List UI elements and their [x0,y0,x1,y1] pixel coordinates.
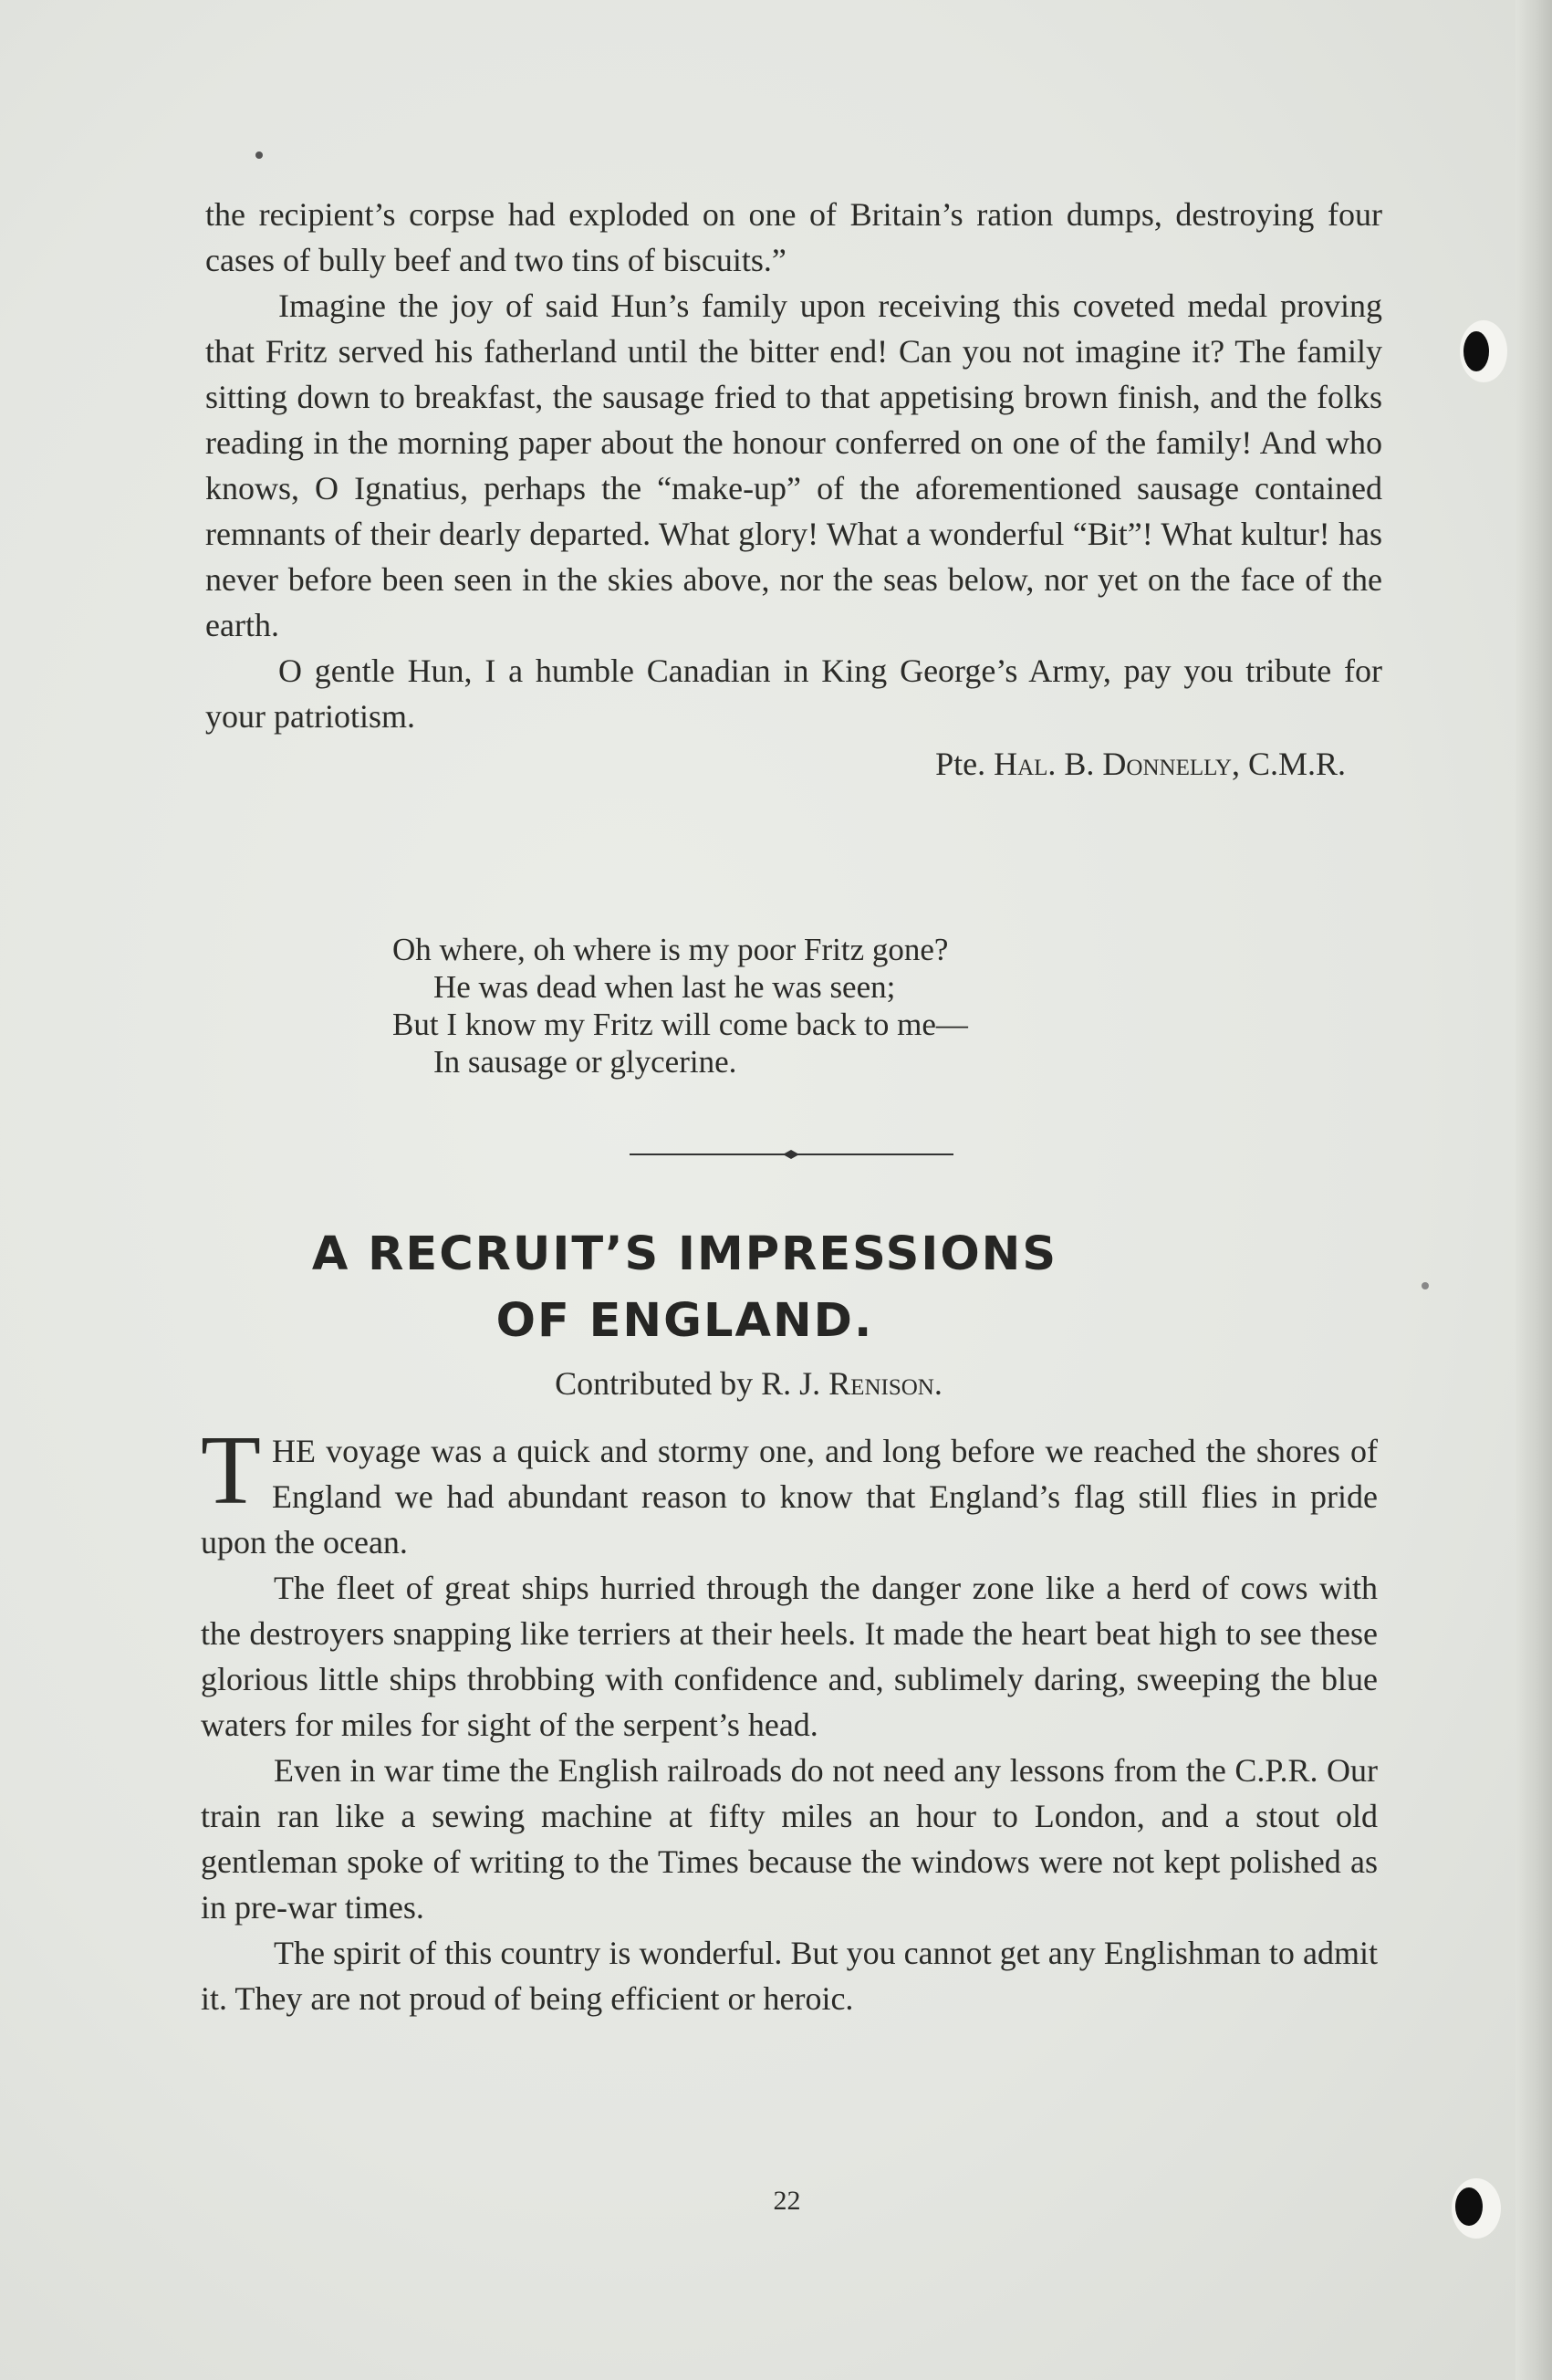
ink-speck [1422,1282,1429,1289]
contributor-prefix: Contributed by R. J. [555,1365,821,1402]
page-edge [1516,0,1552,2380]
signature-suffix: , C.M.R. [1231,746,1346,782]
paragraph: O gentle Hun, I a humble Canadian in King George’s Army, pay you tribute for your patriotism. [205,652,1382,735]
poem-line: But I know my Fritz will come back to me— [392,1007,968,1042]
article-title-line2: OF ENGLAND. [495,1294,874,1348]
paragraph: The fleet of great ships hurried through the danger zone like a herd of cows with the destroyers snapping like terriers at their heels. It made the heart beat high to see these glorious little ships throbbing with confidence and, sublimely daring, sweeping the blue waters for miles for sight of the serpent’s head. [201,1570,1378,1743]
poem-line: In sausage or glycerine. [433,1044,737,1080]
ink-speck [255,151,263,159]
poem-line: Oh where, oh where is my poor Fritz gone? [392,932,949,967]
section-divider [630,1145,953,1164]
paragraph: Even in war time the English railroads do not need any lessons from the C.P.R. Our train ran like a sewing machine at fifty miles an hour to London, and a stout old gentleman spoke of writing to the Times because the windows were not kept polished as in pre-war times. [201,1752,1378,1926]
drop-cap: T [201,1416,261,1525]
paragraph: Imagine the joy of said Hun’s family upon receiving this coveted medal proving that Fritz served his fatherland until the bitter end! Can you not imagine it? The family sitting down to breakfast, the sausage fried to that appetising brown finish, and the folks reading in the morning paper about the honour conferred on one of the family! And who knows, O Ignatius, perhaps the “make-up” of the aforementioned sausage contained remnants of their dearly departed. What glory! What a wonderful “Bit”! What kultur! has never before been seen in the skies above, nor the seas below, nor yet on the face of the earth. [205,287,1382,643]
page-number: 22 [773,2186,801,2216]
article-contributor [0,1364,1525,1403]
signature-prefix: Pte. [935,746,986,782]
paragraph [201,1416,1378,1565]
signature-name: Hal. B. Donnelly [994,746,1232,782]
paragraph: the recipient’s corpse had exploded on one of Britain’s ration dumps, destroying four cases of bully beef and two tins of biscuits.” [205,196,1382,278]
paragraph: The spirit of this country is wonderful. But you cannot get any Englishman to admit it. They are not proud of being efficient or heroic. [201,1935,1378,2017]
paragraph-text: HE voyage was a quick and stormy one, and long before we reached the shores of England we had abundant reason to know that England’s flag still flies in pride upon the ocean. [201,1433,1378,1561]
author-signature [205,741,1382,787]
article-body [201,1416,1378,2021]
contributor-name: Renison. [828,1365,943,1402]
top-text-block [205,192,1382,787]
article-title: A RECRUIT’S IMPRESSIONS [311,1227,1058,1281]
poem-line: He was dead when last he was seen; [433,969,896,1005]
binding-hole [1451,315,1515,388]
poem [392,931,968,1080]
